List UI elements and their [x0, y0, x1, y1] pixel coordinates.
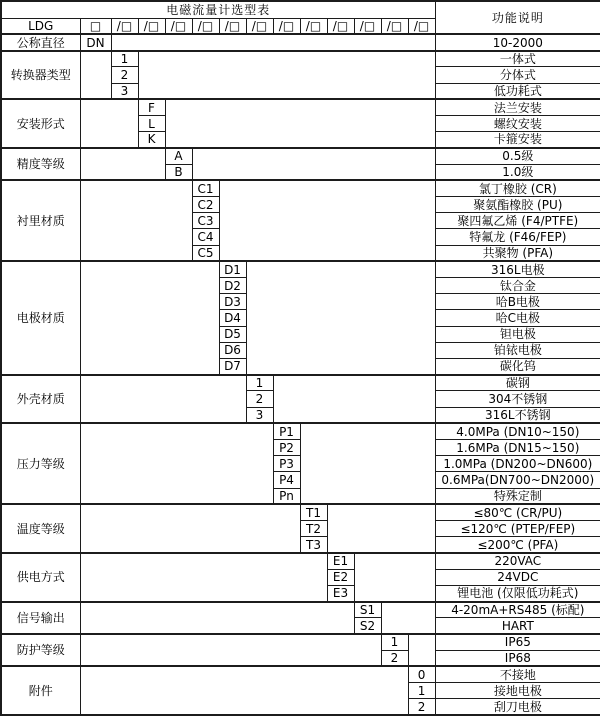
- model-slash-box-cell: /□: [300, 18, 327, 34]
- group-label-housing-material: 外壳材质: [1, 375, 80, 424]
- spacer-cell: [80, 180, 192, 261]
- function-description-header: 功能说明: [435, 1, 600, 34]
- group-label-temperature-rating: 温度等级: [1, 504, 80, 553]
- spacer-cell: [80, 51, 111, 100]
- option-row: [1, 34, 600, 50]
- spacer-cell: [80, 148, 165, 180]
- code-cell-electrode-material-D1: D1: [219, 261, 246, 277]
- desc-cell-installation-type-L: 螺纹安装: [435, 115, 600, 131]
- group-label-nominal-diameter: 公称直径: [1, 34, 80, 50]
- desc-cell-lining-material-C3: 聚四氟乙烯 (F4/PTFE): [435, 213, 600, 229]
- spacer-cell: [80, 504, 300, 553]
- code-cell-housing-material-3: 3: [246, 407, 273, 423]
- desc-cell-converter-type-1: 一体式: [435, 51, 600, 67]
- code-cell-accuracy-class-A: A: [165, 148, 192, 164]
- desc-cell-temperature-rating-T2: ≤120℃ (PTEP/FEP): [435, 521, 600, 537]
- spacer-cell: [80, 553, 327, 602]
- group-label-accessories: 附件: [1, 666, 80, 715]
- code-cell-installation-type-K: K: [138, 132, 165, 148]
- group-label-power-supply: 供电方式: [1, 553, 80, 602]
- option-row: [1, 375, 600, 391]
- desc-cell-pressure-rating-P1: 4.0MPa (DN10~150): [435, 423, 600, 439]
- desc-cell-signal-output-S1: 4-20mA+RS485 (标配): [435, 602, 600, 618]
- option-row: [1, 504, 600, 520]
- model-slash-box-cell: /□: [408, 18, 435, 34]
- spacer-cell: [80, 375, 246, 424]
- desc-cell-power-supply-E3: 锂电池 (仅限低功耗式): [435, 585, 600, 601]
- desc-cell-accuracy-class-B: 1.0级: [435, 164, 600, 180]
- code-cell-accessories-1: 1: [408, 683, 435, 699]
- desc-cell-electrode-material-D7: 碳化钨: [435, 358, 600, 374]
- code-cell-housing-material-1: 1: [246, 375, 273, 391]
- model-slash-box-cell: /□: [138, 18, 165, 34]
- spacer-cell: [80, 634, 381, 666]
- code-cell-pressure-rating-P4: P4: [273, 472, 300, 488]
- code-cell-signal-output-S2: S2: [354, 618, 381, 634]
- desc-cell-electrode-material-D3: 哈B电极: [435, 294, 600, 310]
- spacer-cell: [354, 553, 435, 602]
- desc-cell-accessories-1: 接地电极: [435, 683, 600, 699]
- spacer-cell: [192, 148, 435, 180]
- spacer-cell: [80, 261, 219, 374]
- desc-cell-lining-material-C1: 氯丁橡胶 (CR): [435, 180, 600, 196]
- code-cell-lining-material-C1: C1: [192, 180, 219, 196]
- code-cell-signal-output-S1: S1: [354, 602, 381, 618]
- spacer-cell: [246, 261, 435, 374]
- desc-cell-protection-rating-1: IP65: [435, 634, 600, 650]
- model-box-cell: □: [80, 18, 111, 34]
- spacer-cell: [111, 34, 435, 50]
- code-cell-lining-material-C5: C5: [192, 245, 219, 261]
- code-cell-temperature-rating-T3: T3: [300, 537, 327, 553]
- desc-cell-pressure-rating-P4: 0.6MPa(DN700~DN2000): [435, 472, 600, 488]
- option-row: [1, 553, 600, 569]
- spacer-cell: [327, 504, 435, 553]
- model-slash-box-cell: /□: [354, 18, 381, 34]
- model-slash-box-cell: /□: [219, 18, 246, 34]
- code-cell-lining-material-C4: C4: [192, 229, 219, 245]
- code-cell-temperature-rating-T2: T2: [300, 521, 327, 537]
- model-slash-box-cell: /□: [246, 18, 273, 34]
- desc-cell-electrode-material-D6: 铂铱电极: [435, 342, 600, 358]
- code-cell-protection-rating-2: 2: [381, 650, 408, 666]
- spacer-cell: [80, 423, 273, 504]
- code-cell-power-supply-E3: E3: [327, 585, 354, 601]
- option-row: [1, 180, 600, 196]
- table-title: 电磁流量计选型表: [1, 1, 435, 18]
- group-label-signal-output: 信号输出: [1, 602, 80, 634]
- spacer-cell: [165, 99, 435, 148]
- group-label-pressure-rating: 压力等级: [1, 423, 80, 504]
- code-cell-pressure-rating-P2: P2: [273, 439, 300, 455]
- model-slash-box-cell: /□: [381, 18, 408, 34]
- header-row: [1, 1, 600, 18]
- spacer-cell: [80, 602, 354, 634]
- spacer-cell: [80, 99, 138, 148]
- desc-cell-converter-type-3: 低功耗式: [435, 83, 600, 99]
- model-slash-box-cell: /□: [192, 18, 219, 34]
- group-label-installation-type: 安装形式: [1, 99, 80, 148]
- option-row: [1, 423, 600, 439]
- model-slash-box-cell: /□: [327, 18, 354, 34]
- code-cell-housing-material-2: 2: [246, 391, 273, 407]
- desc-cell-accessories-0: 不接地: [435, 666, 600, 682]
- spacer-cell: [300, 423, 435, 504]
- desc-cell-signal-output-S2: HART: [435, 618, 600, 634]
- code-cell-electrode-material-D5: D5: [219, 326, 246, 342]
- option-row: [1, 666, 600, 682]
- code-cell-accessories-0: 0: [408, 666, 435, 682]
- desc-cell-electrode-material-D2: 钛合金: [435, 277, 600, 293]
- spacer-cell: [138, 51, 435, 100]
- code-cell-converter-type-1: 1: [111, 51, 138, 67]
- code-cell-electrode-material-D7: D7: [219, 358, 246, 374]
- desc-cell-housing-material-1: 碳钢: [435, 375, 600, 391]
- code-cell-power-supply-E1: E1: [327, 553, 354, 569]
- code-cell-accessories-2: 2: [408, 699, 435, 715]
- desc-cell-protection-rating-2: IP68: [435, 650, 600, 666]
- model-slash-box-cell: /□: [165, 18, 192, 34]
- group-label-accuracy-class: 精度等级: [1, 148, 80, 180]
- code-cell-temperature-rating-T1: T1: [300, 504, 327, 520]
- code-cell-converter-type-3: 3: [111, 83, 138, 99]
- desc-cell-electrode-material-D5: 钽电极: [435, 326, 600, 342]
- model-slash-box-cell: /□: [111, 18, 138, 34]
- option-row: [1, 602, 600, 618]
- desc-cell-power-supply-E2: 24VDC: [435, 569, 600, 585]
- model-slash-box-cell: /□: [273, 18, 300, 34]
- option-row: [1, 148, 600, 164]
- desc-cell-temperature-rating-T1: ≤80℃ (CR/PU): [435, 504, 600, 520]
- desc-cell-pressure-rating-P3: 1.0MPa (DN200~DN600): [435, 456, 600, 472]
- option-row: [1, 261, 600, 277]
- code-cell-electrode-material-D4: D4: [219, 310, 246, 326]
- desc-cell-housing-material-2: 304不锈钢: [435, 391, 600, 407]
- model-prefix-label: LDG: [1, 18, 80, 34]
- code-cell-pressure-rating-P1: P1: [273, 423, 300, 439]
- code-cell-lining-material-C3: C3: [192, 213, 219, 229]
- spacer-cell: [273, 375, 435, 424]
- option-row: [1, 634, 600, 650]
- code-cell-converter-type-2: 2: [111, 67, 138, 83]
- code-cell-pressure-rating-Pn: Pn: [273, 488, 300, 504]
- code-cell-nominal-diameter-DN: DN: [80, 34, 111, 50]
- code-cell-installation-type-F: F: [138, 99, 165, 115]
- code-cell-protection-rating-1: 1: [381, 634, 408, 650]
- desc-cell-installation-type-K: 卡箍安装: [435, 132, 600, 148]
- group-label-electrode-material: 电极材质: [1, 261, 80, 374]
- spacer-cell: [219, 180, 435, 261]
- code-cell-pressure-rating-P3: P3: [273, 456, 300, 472]
- desc-cell-nominal-diameter-DN: 10-2000: [435, 34, 600, 50]
- desc-cell-electrode-material-D1: 316L电极: [435, 261, 600, 277]
- code-cell-electrode-material-D6: D6: [219, 342, 246, 358]
- option-row: [1, 51, 600, 67]
- desc-cell-lining-material-C2: 聚氨酯橡胶 (PU): [435, 196, 600, 212]
- desc-cell-housing-material-3: 316L不锈钢: [435, 407, 600, 423]
- option-row: [1, 99, 600, 115]
- code-cell-electrode-material-D3: D3: [219, 294, 246, 310]
- code-cell-installation-type-L: L: [138, 115, 165, 131]
- desc-cell-temperature-rating-T3: ≤200℃ (PFA): [435, 537, 600, 553]
- code-cell-electrode-material-D2: D2: [219, 277, 246, 293]
- desc-cell-converter-type-2: 分体式: [435, 67, 600, 83]
- desc-cell-lining-material-C5: 共聚物 (PFA): [435, 245, 600, 261]
- desc-cell-pressure-rating-P2: 1.6MPa (DN15~150): [435, 439, 600, 455]
- group-label-converter-type: 转换器类型: [1, 51, 80, 100]
- desc-cell-accuracy-class-A: 0.5级: [435, 148, 600, 164]
- desc-cell-installation-type-F: 法兰安装: [435, 99, 600, 115]
- spacer-cell: [381, 602, 435, 634]
- code-cell-power-supply-E2: E2: [327, 569, 354, 585]
- group-label-protection-rating: 防护等级: [1, 634, 80, 666]
- code-cell-lining-material-C2: C2: [192, 196, 219, 212]
- desc-cell-power-supply-E1: 220VAC: [435, 553, 600, 569]
- spacer-cell: [80, 666, 408, 715]
- spacer-cell: [408, 634, 435, 666]
- desc-cell-electrode-material-D4: 哈C电极: [435, 310, 600, 326]
- desc-cell-pressure-rating-Pn: 特殊定制: [435, 488, 600, 504]
- desc-cell-lining-material-C4: 特氟龙 (F46/FEP): [435, 229, 600, 245]
- desc-cell-accessories-2: 刮刀电极: [435, 699, 600, 715]
- group-label-lining-material: 衬里材质: [1, 180, 80, 261]
- code-cell-accuracy-class-B: B: [165, 164, 192, 180]
